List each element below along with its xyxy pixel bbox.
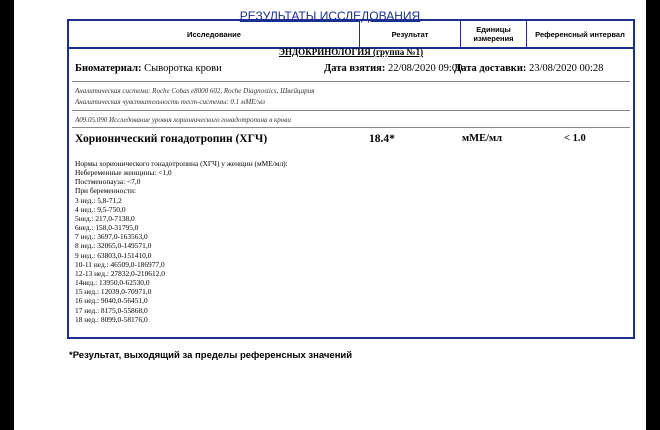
norm-line: 18 нед.: 8099,0-58176,0	[75, 314, 148, 324]
norm-line: 14нед.: 13950,0-62530,0	[75, 278, 150, 288]
header-units-line2: измерения	[473, 34, 514, 43]
result-value: 18.4*	[369, 133, 395, 145]
footnote: *Результат, выходящий за пределы референсных значений	[69, 350, 353, 361]
norm-line: 4 нед.: 9,5-750,0	[75, 204, 126, 214]
header-result: Результат	[391, 29, 429, 39]
date-taken	[324, 63, 462, 74]
biomaterial	[75, 63, 222, 74]
report-title: РЕЗУЛЬТАТЫ ИССЛЕДОВАНИЯ	[239, 9, 421, 23]
norm-line: 9 нед.: 63803,0-151410,0	[75, 250, 152, 260]
sensitivity: Аналитическая чувствительность тест-системы: 0.1 мМЕ/мл	[75, 98, 265, 106]
divider	[72, 127, 630, 128]
norm-line: Небеременные женщины: <1,0	[75, 168, 172, 178]
norm-line: 3 нед.: 5,8-71,2	[75, 195, 122, 205]
date-delivery-label: Дата доставки:	[454, 63, 527, 74]
date-taken-label: Дата взятия:	[324, 63, 386, 74]
date-delivery	[454, 63, 603, 74]
norm-line: 12-13 нед.: 27832,0-210612,0	[75, 268, 165, 278]
norm-line: 8 нед.: 32065,0-149571,0	[75, 241, 152, 251]
norm-line: 17 нед.: 8175,0-55868,0	[75, 305, 148, 315]
date-taken-value: 22/08/2020 09:00	[387, 63, 463, 74]
reference-value: < 1.0	[564, 133, 586, 144]
norm-line: 10-11 нед.: 46509,0-186977,0	[75, 259, 165, 269]
norm-line: Нормы хорионического гонадотропина (ХГЧ) у женщин (мМЕ/мл):	[75, 159, 288, 168]
header-study: Исследование	[187, 29, 241, 39]
analytic-system: Аналитическая система: Roche Cobas e8000 602, Roche Diagnostics, Швейцария	[75, 87, 315, 95]
date-delivery-value: 23/08/2020 00:28	[529, 63, 604, 74]
header-units	[461, 21, 526, 47]
biomaterial-value: Сыворотка крови	[144, 63, 222, 74]
norm-line: 6нед.: 158,0-31795,0	[75, 223, 139, 233]
test-code: A09.05.090 Исследование уровня хорионического гонадотропина в крови	[75, 116, 291, 124]
report-page	[14, 0, 646, 430]
norm-line: 16 нед.: 9040,0-56451,0	[75, 296, 148, 306]
test-name: Хорионический гонадотропин (ХГЧ)	[75, 133, 268, 145]
norm-line: 15 нед.: 12039,0-70971,0	[75, 287, 152, 297]
norms-list	[75, 159, 288, 324]
divider	[72, 110, 630, 111]
divider	[72, 81, 630, 82]
norm-line: Постменопауза: <7,0	[75, 177, 141, 187]
units-value: мМЕ/мл	[462, 133, 503, 144]
table-header	[69, 21, 633, 49]
norm-line: При беременности:	[75, 186, 137, 196]
results-table	[67, 19, 635, 339]
norm-line: 7 нед.: 3697,0-163563,0	[75, 232, 148, 242]
header-reference: Референсный интервал	[535, 29, 625, 39]
header-units-line1: Единицы	[476, 25, 511, 34]
biomaterial-label: Биоматериал:	[75, 63, 142, 74]
section-title: ЭНДОКРИНОЛОГИЯ (группа №1)	[278, 47, 424, 57]
norm-line: 5нед.: 217,0-7138,0	[75, 213, 135, 223]
